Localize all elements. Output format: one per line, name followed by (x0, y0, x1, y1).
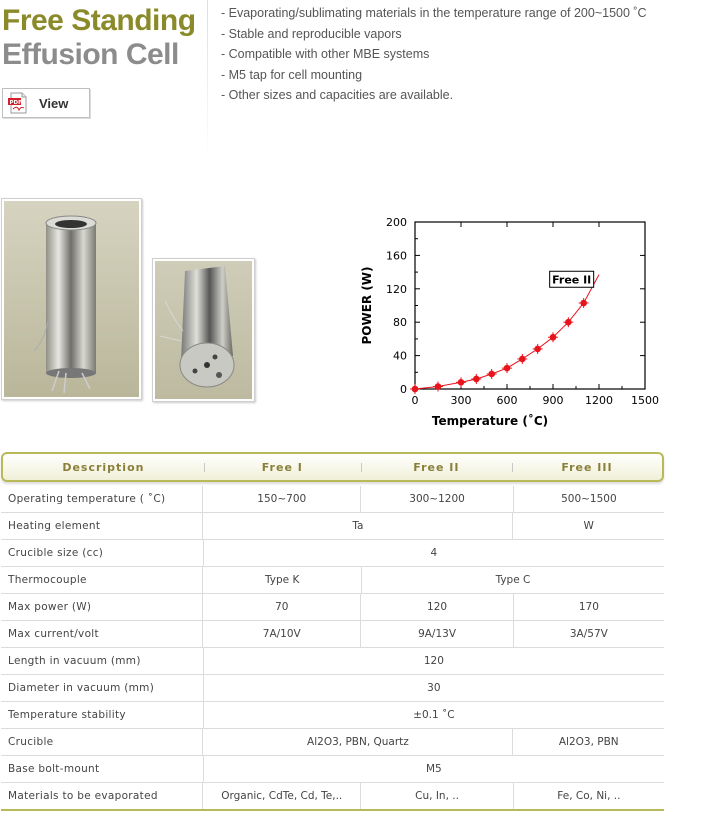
header-free-iii: Free III (512, 461, 662, 474)
feature-item: - Other sizes and capacities are available. (221, 88, 454, 102)
table-cell: 70 (202, 594, 360, 620)
table-row (1, 648, 664, 675)
table-row (1, 783, 664, 811)
table-cell: 170 (513, 594, 664, 620)
y-tick-label: 40 (393, 349, 407, 363)
x-tick-label: 1200 (585, 394, 613, 407)
feature-item: - Compatible with other MBE systems (221, 47, 430, 61)
table-cell: Organic, CdTe, Cd, Te,.. (202, 783, 360, 809)
row-label: Base bolt-mount (8, 763, 100, 775)
x-tick-label: 1500 (631, 394, 659, 407)
feature-item: - M5 tap for cell mounting (221, 67, 363, 82)
row-label: Temperature stability (8, 709, 126, 721)
table-cell: 30 (203, 675, 664, 701)
table-cell: Ta (202, 513, 512, 539)
y-tick-label: 160 (386, 249, 407, 263)
table-cell: 150~700 (202, 486, 360, 512)
table-row (1, 756, 664, 783)
table-row (1, 702, 664, 729)
table-row (1, 729, 664, 756)
y-tick-label: 120 (386, 282, 407, 296)
table-cell: 120 (360, 594, 512, 620)
table-row (1, 567, 664, 594)
y-axis-title: POWER (W) (360, 266, 374, 345)
row-label: Materials to be evaporated (8, 790, 158, 802)
y-tick-label: 200 (386, 216, 407, 229)
spec-table-body (1, 486, 664, 811)
page-title-line1: Free Standing (2, 4, 196, 37)
table-row (1, 513, 664, 540)
table-row (1, 594, 664, 621)
table-row (1, 540, 664, 567)
spec-table (1, 452, 664, 811)
product-photo-base (152, 258, 255, 402)
row-label: Max power (W) (8, 601, 92, 613)
table-row (1, 486, 664, 513)
table-cell: 7A/10V (202, 621, 360, 647)
table-cell: 500~1500 (513, 486, 664, 512)
legend-label: Free II (552, 273, 592, 287)
y-tick-label: 0 (400, 383, 407, 396)
row-label: Operating temperature ( ˚C) (8, 493, 166, 505)
row-label: Diameter in vacuum (mm) (8, 682, 155, 694)
table-cell: W (512, 513, 664, 539)
table-cell: Type C (361, 567, 664, 593)
table-row (1, 621, 664, 648)
page-title-line2: Effusion Cell (2, 38, 179, 71)
product-photo-front (1, 198, 142, 400)
table-cell: M5 (203, 756, 664, 782)
table-cell: 300~1200 (360, 486, 512, 512)
power-temperature-chart (355, 210, 659, 440)
header-free-ii: Free II (361, 461, 512, 474)
table-cell: Type K (202, 567, 361, 593)
y-tick-label: 80 (393, 316, 407, 330)
row-label: Thermocouple (8, 574, 87, 586)
plot-frame (415, 222, 645, 389)
table-row (1, 675, 664, 702)
view-pdf-button[interactable] (2, 88, 90, 118)
table-cell: 4 (203, 540, 664, 566)
view-button-label: View (39, 95, 69, 111)
header-free-i: Free I (204, 461, 361, 474)
table-cell: Al2O3, PBN, Quartz (202, 729, 512, 755)
spec-table-header (1, 452, 664, 482)
x-tick-label: 600 (496, 394, 518, 407)
table-cell: 9A/13V (360, 621, 512, 647)
table-cell: 3A/57V (513, 621, 664, 647)
x-axis-title: Temperature (˚C) (431, 414, 549, 428)
row-label: Length in vacuum (mm) (8, 655, 141, 667)
table-cell: ±0.1 ˚C (203, 702, 664, 728)
pdf-icon (7, 92, 29, 114)
table-cell: Al2O3, PBN (512, 729, 664, 755)
row-label: Crucible size (cc) (8, 547, 104, 559)
row-label: Max current/volt (8, 628, 99, 640)
table-cell: Cu, In, .. (360, 783, 512, 809)
x-tick-label: 300 (450, 394, 472, 407)
table-cell: Fe, Co, Ni, .. (513, 783, 664, 809)
row-label: Heating element (8, 520, 101, 532)
feature-item: - Evaporating/sublimating materials in the temperature range of 200~1500 ˚C (221, 6, 647, 20)
x-tick-label: 900 (542, 394, 564, 407)
row-label: Crucible (8, 736, 54, 748)
svg-text:PDF: PDF (9, 100, 22, 106)
table-cell: 120 (203, 648, 664, 674)
header-divider (207, 0, 208, 160)
feature-list (221, 3, 647, 106)
feature-item: - Stable and reproducible vapors (221, 26, 402, 41)
x-tick-label: 0 (411, 394, 419, 407)
header-description: Description (62, 460, 145, 474)
